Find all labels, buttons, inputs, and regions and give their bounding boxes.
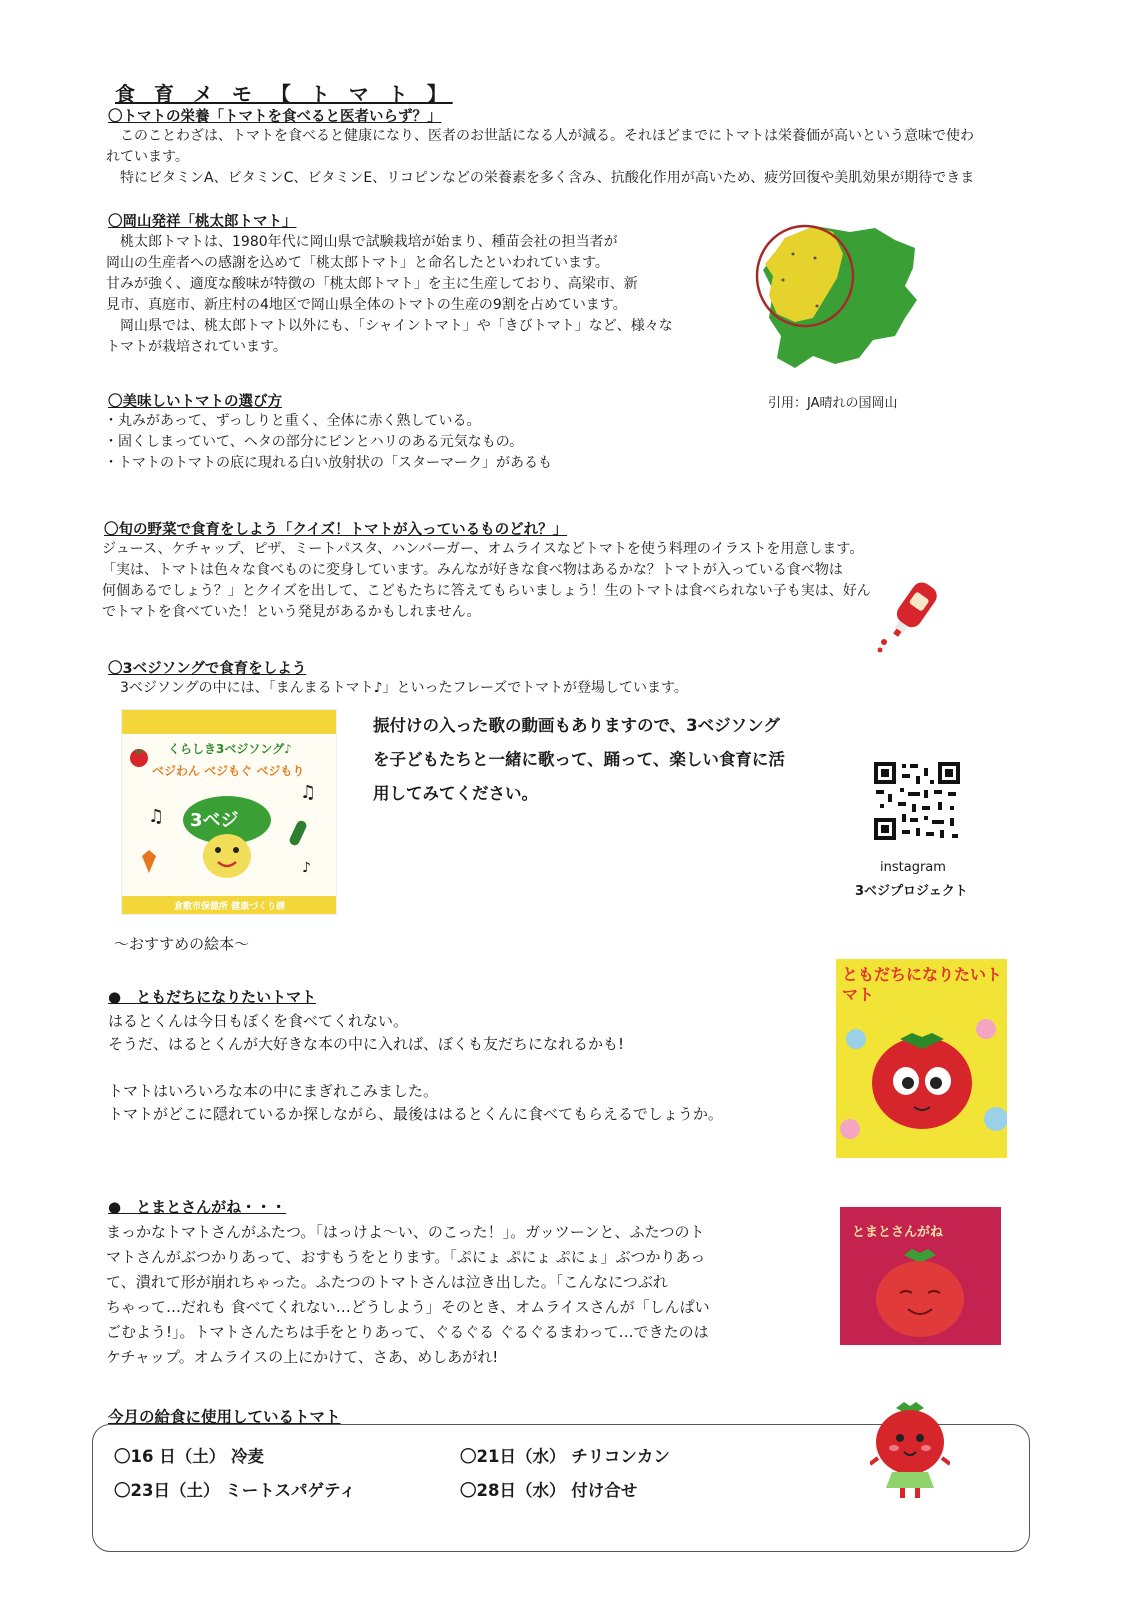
- momotaro-line: 岡山県では、桃太郎トマト以外にも、「シャイントマト」や「きびトマト」など、様々な: [106, 318, 673, 334]
- music-note-icon: ♪: [302, 860, 311, 876]
- momotaro-line: 見市、真庭市、新庄村の4地区で岡山県全体のトマトの生産の9割を占めています。: [106, 297, 627, 313]
- cd-footer: 倉敷市保健所 健康づくり課: [174, 902, 286, 912]
- book1-cover-title: ともだちになりたいトマト: [842, 965, 1003, 1004]
- momotaro-line: 甘みが強く、適度な酸味が特徴の「桃太郎トマト」を主に生産しており、高梁市、新: [106, 276, 638, 292]
- book2-line: て、潰れて形が崩れちゃった。ふたつのトマトさんは泣き出した。「こんなにつぶれ: [106, 1273, 668, 1291]
- qr-label-project: 3ベジプロジェクト: [855, 884, 968, 899]
- choose-line: ・固くしまっていて、ヘタの部分にピンとハリのある元気なもの。: [104, 434, 524, 450]
- books-heading: ～おすすめの絵本～: [114, 935, 250, 953]
- book1-line: トマトがどこに隠れているか探しながら、最後ははるとくんに食べてもらえるでしょうか。: [108, 1105, 723, 1123]
- music-note-icon: ♫: [300, 782, 317, 803]
- lunch-heading: 今月の給食に使用しているトマト: [108, 1408, 341, 1426]
- book2-line: ちゃって…だれも 食べてくれない…どうしよう」そのとき、オムライスさんが「しんぱい: [106, 1298, 710, 1316]
- cd-scallop: [122, 724, 336, 740]
- veggie-intro: 3ベジソングの中には、「まんまるトマト♪」といったフレーズでトマトが登場しています。: [106, 680, 688, 696]
- okayama-map-image: [755, 218, 925, 378]
- veggie-body-line: 振付けの入った歌の動画もありますので、3ベジソング: [373, 716, 780, 735]
- nutrition-heading: 〇トマトの栄養「トマトを食べると医者いらず？」: [108, 109, 442, 125]
- nutrition-line: 特にビタミンA、ビタミンC、ビタミンE、リコピンなどの栄養素を多く含み、抗酸化作用が高いため、疲労回復や美肌効果が期待できま: [106, 170, 975, 186]
- book2-cover-image: [840, 1207, 1001, 1345]
- lunch-item: 〇28日（水） 付け合せ: [460, 1481, 638, 1500]
- nutrition-line: このことわざは、トマトを食べると健康になり、医者のお世話になる人が減る。それほどまでにトマトは栄養価が高いという意味で使わ: [106, 128, 974, 144]
- momotaro-line: 岡山の生産者への感謝を込めて「桃太郎トマト」と命名したといわれています。: [106, 255, 609, 271]
- veggie-body-line: を子どもたちと一緒に歌って、踊って、楽しい食育に活: [373, 750, 785, 769]
- momotaro-heading: 〇岡山発祥「桃太郎トマト」: [108, 214, 297, 230]
- lunch-item: 〇21日（水） チリコンカン: [460, 1447, 670, 1466]
- momotaro-line: トマトが栽培されています。: [106, 339, 287, 355]
- book2-line: マトさんがぶつかりあって、おすもうをとります。「ぷにょ ぷにょ ぷにょ」ぶつかりあっ: [106, 1248, 706, 1266]
- quiz-line: でトマトを食べていた！という発見があるかもしれません。: [102, 604, 481, 620]
- tomato-character-icon: [836, 1009, 1007, 1158]
- cd-title: くらしき3ベジソング♪: [168, 742, 292, 756]
- book2-line: ケチャップ。オムライスの上にかけて、さあ、めしあがれ!: [106, 1348, 499, 1366]
- cd-logo: 3ベジ: [190, 810, 239, 831]
- qr-code-icon[interactable]: [872, 760, 962, 842]
- book1-line: トマトはいろいろな本の中にまぎれこみました。: [108, 1082, 439, 1100]
- choose-heading: 〇美味しいトマトの選び方: [108, 394, 282, 410]
- veggie-heading: 〇3ベジソングで食育をしよう: [108, 661, 307, 677]
- ketchup-icon: [872, 574, 950, 654]
- quiz-line: ジュース、ケチャップ、ピザ、ミートパスタ、ハンバーガー、オムライスなどトマトを使う料理のイラストを用意します。: [102, 541, 864, 557]
- tomato-icon: [128, 746, 150, 768]
- veggie-body-line: 用してみてください。: [373, 784, 538, 803]
- nutrition-line: れています。: [106, 149, 189, 165]
- lunch-item: 〇23日（土） ミートスパゲティ: [114, 1481, 356, 1500]
- tomato-mascot-icon: [870, 1398, 950, 1502]
- cucumber-icon: [288, 818, 308, 848]
- book2-cover-title: とまとさんがね: [852, 1225, 944, 1240]
- quiz-heading: 〇旬の野菜で食育をしよう「クイズ！トマトが入っているものどれ？」: [104, 522, 568, 538]
- lunch-item: 〇16 日（土） 冷麦: [114, 1447, 264, 1466]
- book2-line: まっかなトマトさんがふたつ。「はっけよ～い、のこった！」。ガッツーンと、ふたつのト: [106, 1223, 705, 1241]
- qr-label-instagram: instagram: [880, 860, 946, 875]
- book1-title: ● ともだちになりたいトマト: [108, 988, 317, 1006]
- choose-line: ・丸みがあって、ずっしりと重く、全体に赤く熟している。: [104, 413, 481, 429]
- tomato-face-icon: [870, 1243, 970, 1339]
- music-note-icon: ♫: [148, 806, 165, 827]
- cd-subtitle: ベジわん ベジもぐ ベジもり: [152, 764, 305, 778]
- page-title: 食 育 メ モ 【 ト マ ト 】: [115, 82, 453, 106]
- book1-cover-image: [836, 959, 1007, 1158]
- carrot-icon: [138, 846, 160, 874]
- book2-title: ● とまとさんがね・・・: [108, 1198, 287, 1216]
- momotaro-line: 桃太郎トマトは、1980年代に岡山県で試験栽培が始まり、種苗会社の担当者が: [106, 234, 618, 250]
- book1-line: そうだ、はるとくんが大好きな本の中に入れば、ぼくも友だちになれるかも!: [108, 1035, 625, 1053]
- map-caption: 引用：JA晴れの国岡山: [768, 396, 898, 411]
- quiz-line: 何個あるでしょう？」とクイズを出して、こどもたちに答えてもらいましょう！生のトマトは食べられない子も実は、好ん: [102, 583, 871, 599]
- book2-line: ごむよう!」。トマトさんたちは手をとりあって、ぐるぐる ぐるぐるまわって…できたのは: [106, 1323, 709, 1341]
- quiz-line: 「実は、トマトは色々な食べものに変身しています。みんなが好きな食べ物はあるかな？トマトが入っている食べ物は: [102, 562, 843, 578]
- choose-line: ・トマトのトマトの底に現れる白い放射状の「スターマーク」があるも: [104, 455, 552, 471]
- book1-line: はるとくんは今日もぼくを食べてくれない。: [108, 1012, 409, 1030]
- cd-cover-image: [121, 709, 337, 915]
